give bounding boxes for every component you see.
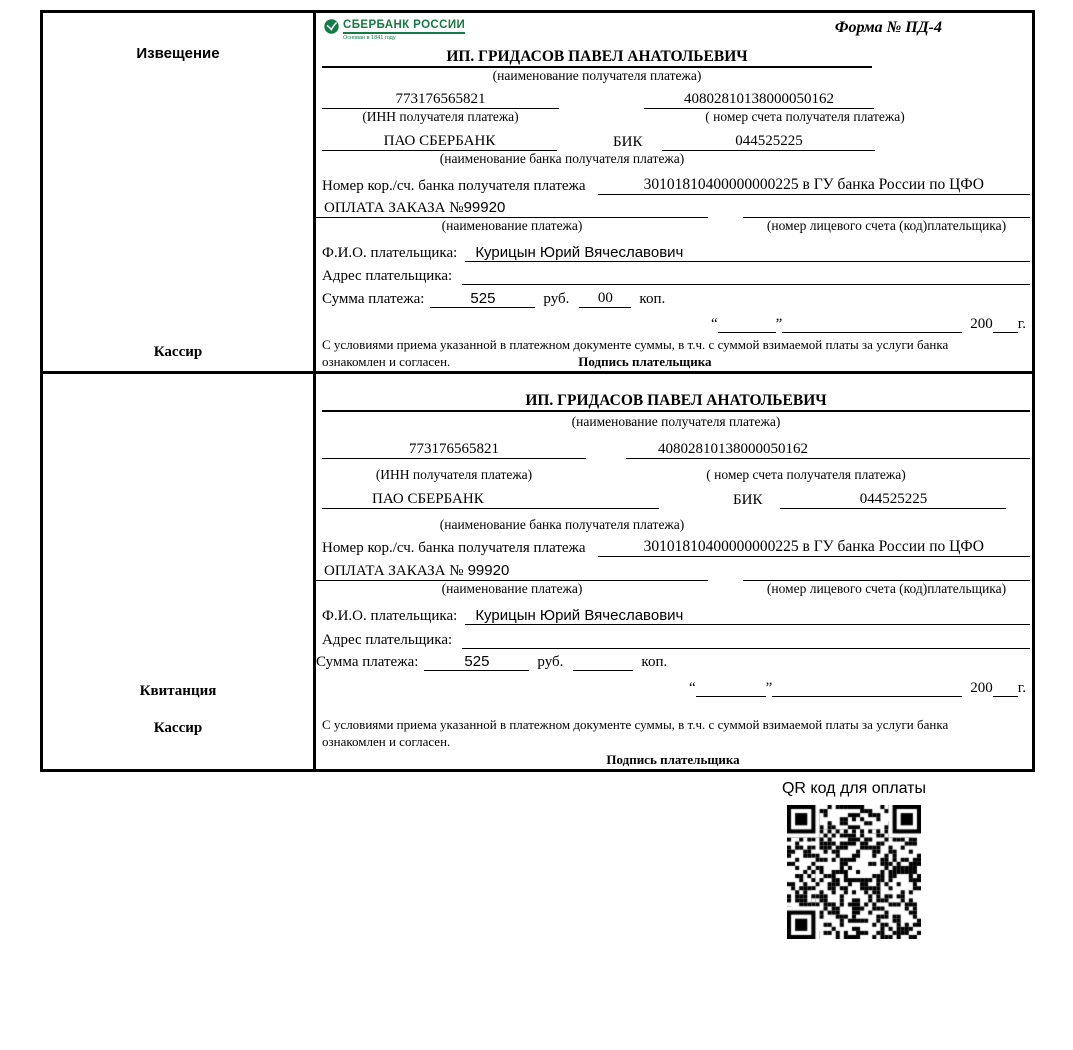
qr-code — [787, 805, 921, 939]
notice-main-column — [316, 13, 1032, 371]
payment-purpose-row — [316, 195, 1030, 218]
bank-name: ПАО СБЕРБАНК — [322, 133, 557, 151]
sum-rub-value: 525 — [424, 653, 529, 671]
date-day-line — [718, 332, 776, 333]
receipt-main-column — [316, 374, 1032, 769]
recipient-caption: (наименование получателя платежа) — [571, 414, 781, 429]
date-day-line — [696, 696, 766, 697]
account-caption: ( номер счета получателя платежа) — [706, 467, 906, 482]
payment-purpose — [316, 562, 708, 581]
receipt-left-labels — [140, 683, 217, 737]
date-year-prefix: 200 — [970, 680, 993, 696]
date-year-line — [993, 696, 1018, 697]
sberbank-logo-text: СБЕРБАНК РОССИИ — [343, 19, 465, 34]
payer-address-value — [462, 284, 1030, 285]
payment-sum-row — [316, 649, 1030, 671]
payer-address-label: Адрес плательщика: — [322, 632, 453, 648]
inn-caption: (ИНН получателя платежа) — [375, 467, 533, 482]
payment-purpose-row — [316, 557, 1030, 581]
payment-purpose-prefix: ОПЛАТА ЗАКАЗА № — [324, 200, 464, 216]
corr-account-label: Номер кор./сч. банка получателя платежа — [322, 178, 586, 194]
agreement-line2-row — [322, 354, 1030, 371]
bik-value: 044525225 — [662, 133, 875, 151]
agreement-line1: С условиями приема указанной в платежном документе суммы, в т.ч. с суммой взимаемой платы за услуги банка — [322, 337, 949, 352]
date-open-quote: “ — [688, 680, 696, 696]
payer-signature-label: Подпись плательщика — [606, 752, 740, 767]
purpose-caption: (наименование платежа) — [441, 218, 583, 233]
bank-caption: (наименование банка получателя платежа) — [439, 151, 685, 166]
account-value: 40802810138000050162 — [626, 441, 1030, 459]
payer-code-caption: (номер лицевого счета (код)плательщика) — [766, 581, 1007, 596]
purpose-captions-row — [316, 581, 1030, 601]
kop-label: коп. — [639, 291, 666, 307]
date-year-suffix: г. — [1017, 316, 1026, 332]
inn-caption: (ИНН получателя платежа) — [362, 109, 519, 124]
form-number-label: Форма № ПД-4 — [834, 19, 942, 36]
sum-kop-value — [573, 670, 633, 671]
inn-account-captions-row — [316, 109, 1030, 128]
payer-name-row — [316, 238, 1030, 262]
sberbank-logo — [324, 19, 465, 41]
corr-account-label: Номер кор./сч. банка получателя платежа — [322, 540, 586, 556]
pd4-payment-document — [40, 10, 1035, 772]
corr-account-value: 30101810400000000225 в ГУ банка России по ЦФО — [598, 176, 1030, 195]
recipient-caption-row — [316, 68, 1030, 86]
payment-purpose-number: 99920 — [463, 199, 506, 216]
payment-purpose-number: 99920 — [467, 562, 510, 579]
agreement-line2: ознакомлен и согласен. — [322, 353, 451, 369]
qr-label: QR код для оплаты — [781, 780, 926, 797]
qr-block — [778, 780, 930, 939]
rub-label: руб. — [543, 291, 570, 307]
cashier-label: Кассир — [153, 720, 203, 736]
payment-purpose — [316, 199, 708, 218]
payer-name-label: Ф.И.О. плательщика: — [322, 245, 458, 261]
inn-account-row — [316, 86, 1030, 109]
date-month-line — [782, 332, 962, 333]
payer-address-label: Адрес плательщика: — [322, 268, 453, 284]
notice-label: Извещение — [136, 45, 220, 62]
receipt-label: Квитанция — [139, 683, 217, 699]
purpose-caption: (наименование платежа) — [441, 581, 583, 596]
sberbank-emblem-icon — [324, 19, 339, 39]
notice-header-row — [316, 13, 1030, 46]
inn-value: 773176565821 — [322, 91, 559, 109]
date-row — [316, 308, 1030, 333]
payer-address-value — [462, 648, 1030, 649]
sum-kop-value: 00 — [579, 290, 631, 308]
notice-left-column — [43, 13, 316, 371]
bank-bik-row — [316, 128, 1030, 151]
bik-label: БИК — [733, 492, 763, 508]
corr-account-value: 30101810400000000225 в ГУ банка России по ЦФО — [598, 538, 1030, 557]
notice-section — [43, 13, 1032, 371]
bank-caption-row — [316, 509, 1030, 533]
payer-name-value: Курицын Юрий Вячеславович — [465, 607, 1030, 625]
date-close-quote: ” — [775, 316, 783, 332]
payer-address-row — [316, 625, 1030, 649]
payment-sum-row — [316, 285, 1030, 308]
payer-name-label: Ф.И.О. плательщика: — [322, 608, 458, 624]
corr-account-row — [316, 170, 1030, 195]
account-value: 40802810138000050162 — [644, 91, 874, 109]
kop-label: коп. — [641, 654, 668, 670]
sberbank-logo-tagline: Основан в 1841 году — [343, 35, 396, 41]
recipient-name-row — [316, 46, 1030, 68]
corr-account-row — [316, 533, 1030, 557]
date-open-quote: “ — [710, 316, 718, 332]
bank-caption: (наименование банка получателя платежа) — [439, 517, 685, 532]
date-year-prefix: 200 — [970, 316, 993, 332]
payer-signature-label: Подпись плательщика — [578, 353, 712, 369]
agreement-line2: ознакомлен и согласен. — [322, 733, 451, 749]
payer-address-row — [316, 262, 1030, 285]
date-row — [316, 671, 1030, 697]
recipient-name-row — [316, 374, 1030, 412]
bank-caption-row — [316, 151, 1030, 170]
date-year-line — [993, 332, 1018, 333]
purpose-captions-row — [316, 218, 1030, 238]
recipient-name: ИП. ГРИДАСОВ ПАВЕЛ АНАТОЛЬЕВИЧ — [322, 392, 1030, 412]
bik-label: БИК — [613, 134, 643, 150]
sum-label: Сумма платежа: — [322, 291, 425, 307]
agreement-line1: С условиями приема указанной в платежном документе суммы, в т.ч. с суммой взимаемой платы за услуги банка — [322, 717, 949, 732]
sum-label: Сумма платежа: — [316, 654, 419, 670]
payer-name-row — [316, 601, 1030, 625]
recipient-name: ИП. ГРИДАСОВ ПАВЕЛ АНАТОЛЬЕВИЧ — [322, 48, 872, 68]
date-close-quote: ” — [765, 680, 773, 696]
date-month-line — [772, 696, 962, 697]
bank-bik-row — [316, 483, 1030, 509]
sum-rub-value: 525 — [430, 290, 535, 308]
bik-value: 044525225 — [780, 491, 1006, 509]
cashier-label: Кассир — [153, 344, 203, 360]
account-caption: ( номер счета получателя платежа) — [705, 109, 905, 124]
agreement-line2-row — [322, 734, 1030, 751]
date-year-suffix: г. — [1017, 680, 1026, 696]
receipt-left-column — [43, 374, 316, 769]
payer-code-caption: (номер лицевого счета (код)плательщика) — [766, 218, 1007, 233]
recipient-caption: (наименование получателя платежа) — [492, 68, 702, 83]
receipt-section — [43, 371, 1032, 769]
inn-account-captions-row — [316, 459, 1030, 483]
sberbank-logo-text-wrap — [343, 19, 465, 41]
recipient-caption-row — [316, 414, 1030, 434]
payment-purpose-prefix: ОПЛАТА ЗАКАЗА № — [324, 563, 464, 579]
inn-value: 773176565821 — [322, 441, 586, 459]
inn-account-row — [316, 434, 1030, 459]
rub-label: руб. — [537, 654, 564, 670]
bank-name: ПАО СБЕРБАНК — [322, 491, 659, 509]
payer-name-value: Курицын Юрий Вячеславович — [465, 244, 1030, 262]
